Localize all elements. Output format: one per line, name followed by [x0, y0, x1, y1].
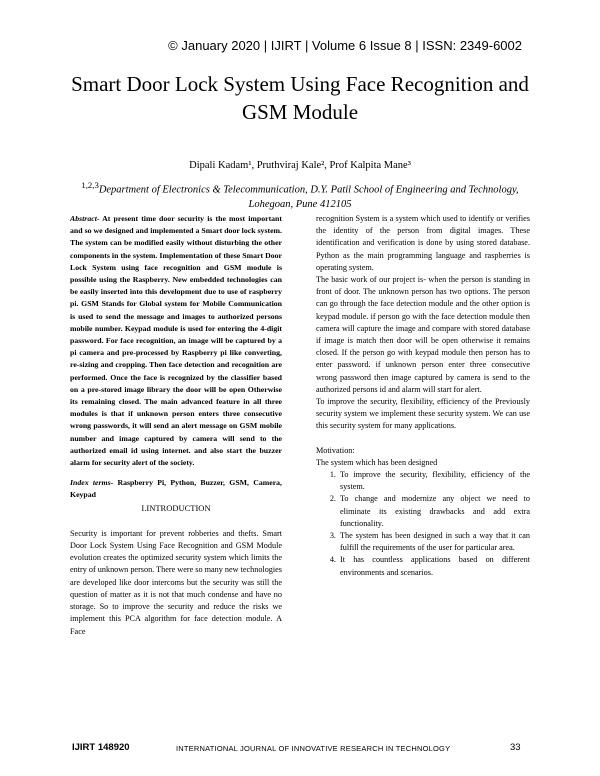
right-paragraph-3: To improve the security, flexibility, efficiency of the Previously security system we implement these security system. We can use this security system for many applications.: [316, 397, 530, 431]
affiliation-line-1: Department of Electronics & Telecommunication, D.Y. Patil School of Engineering and Technology,: [98, 184, 519, 196]
introduction-paragraph: Security is important for prevent robberies and thefts. Smart Door Lock System Using Face Recognition and GSM Module evolution creates the optimized security system which limits the entry of unknown person. There were so many new technologies are developed like door intercoms but the security was still the question of matter as it is not that much condense and have no storage. So to improve the security and reduce the risks we implement this PCA algorithm for face detection module. A Face: [70, 528, 282, 636]
right-column: [316, 213, 530, 579]
paper-title: [0, 70, 600, 126]
index-terms-text: Raspberry Pi, Python, Buzzer, GSM, Camera, Keypad: [70, 478, 282, 500]
left-column: [70, 213, 282, 638]
title-line-2: GSM Module: [241, 100, 359, 124]
title-line-1: Smart Door Lock System Using Face Recognition and: [71, 72, 529, 96]
abstract-label: Abstract-: [70, 214, 100, 223]
footer-journal-name: INTERNATIONAL JOURNAL OF INNOVATIVE RESEARCH IN TECHNOLOGY: [176, 744, 451, 753]
right-paragraph-2: The basic work of our project is- when the person is standing in front of door. The unknown person has two options. The person can go through the face detection module and the other option is keypad module. if person go with the face detection module then camera will capture the image and compare with stored database if image is match then door will be open otherwise it remains closed. If the person go with keypad module then person has to enter password. if unknown person enter three consecutive wrong password then image captured by camera is send to the authorized persons id and alarm will start for alert.: [316, 275, 530, 394]
footer-page-number: 33: [510, 742, 521, 753]
designed-label: The system which has been designed: [316, 457, 438, 467]
motivation-list: [316, 469, 530, 579]
index-terms: [70, 477, 282, 501]
affiliation-line-2: Lohegoan, Pune 412105: [248, 198, 352, 210]
affiliation: [0, 178, 600, 212]
header-citation: © January 2020 | IJIRT | Volume 6 Issue 8 | ISSN: 2349-6002: [168, 38, 522, 53]
motivation-label: Motivation:: [316, 445, 355, 455]
abstract-text: At present time door security is the most important and so we designed and implemented a Smart door lock system. The system can be modified easily without disturbing the other components in the system. Implementation of these Smart Door Lock System using face recognition and GSM module is possible using the Raspberry. New embedded technologies can be easily inserted into this development due to use of raspberry pi. GSM Stands for Global system for Mobile Communication is used to send the message and images to authorized persons mobile number. Keypad module is used for entering the 4-digit password. For face recognition, an image will be captured by a pi camera and pre-processed by Raspberry pi like converting, re-sizing and cropping. Then face detection and recognition are performed. Once the face is recognized by the classifier based on a pre-stored image library the door will be open Otherwise its remaining closed. The main advanced feature in all three modules is that if unknown person enters three consecutive wrong passwords, it will send an alert message on GSM mobile number and image captured by camera will send to the authorized email id using internet. and also start the buzzer alarm for security alert of the society.: [70, 214, 282, 468]
list-item: 2. To change and modernize any object we need to eliminate its existing drawbacks and add extra functionality.: [338, 493, 530, 530]
section-heading-introduction: I.INTRODUCTION: [141, 502, 211, 513]
list-item: 4. It has countless applications based on different environments and scenarios.: [338, 554, 530, 578]
list-item: 3. The system has been designed in such a way that it can fulfill the requirements of the user for particular area.: [338, 530, 530, 554]
abstract: [70, 213, 282, 469]
author-list: Dipali Kadam¹, Pruthviraj Kale², Prof Kalpita Mane³: [189, 160, 411, 171]
index-terms-label: Index terms-: [70, 478, 114, 488]
affiliation-superscript: 1,2,3: [81, 180, 99, 190]
footer-journal-id: IJIRT 148920: [72, 742, 130, 753]
list-item: 1. To improve the security, flexibility, efficiency of the system.: [338, 469, 530, 493]
right-paragraph-1: recognition System is a system which used to identify or verifies the identity of the person from digital images. These identification and verification is done by using stored database. Python as the main programming language and raspberries is operating system.: [316, 214, 530, 272]
